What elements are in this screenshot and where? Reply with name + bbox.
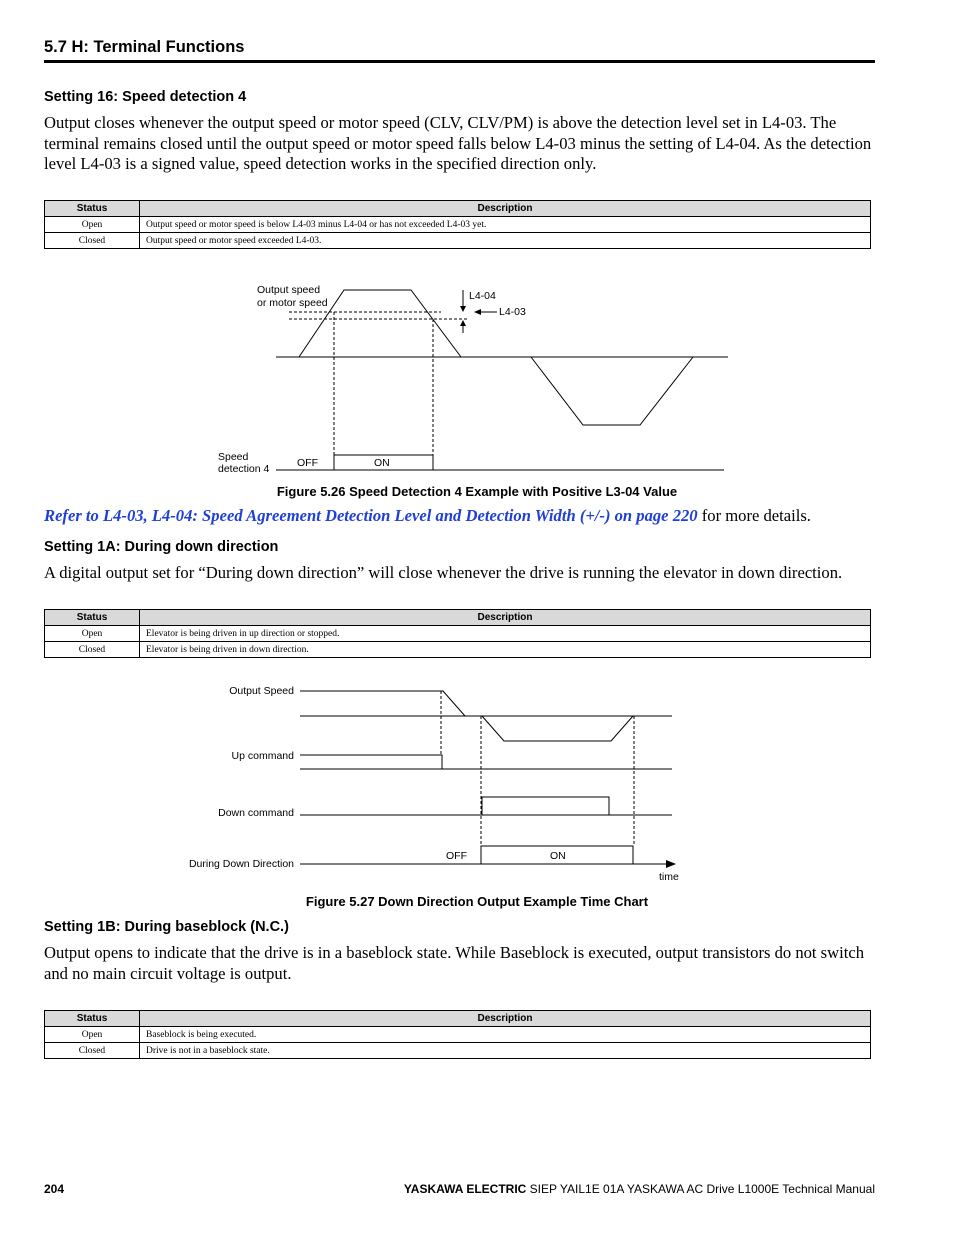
status-cell: Closed [45,233,140,249]
fig26-on-label: ON [374,457,390,469]
figure-5-27-caption: Figure 5.27 Down Direction Output Example Time Chart [305,894,649,909]
time-arrow-icon [666,860,676,868]
table-header-row [45,610,871,626]
table-row [45,626,871,642]
setting-1a-body: A digital output set for “During down direction” will close whenever the drive is running the elevator in down direction. [44,563,843,582]
status-cell: Open [45,626,140,642]
page-number: 204 [44,1182,65,1196]
table-header-row [45,1011,871,1027]
fig26-speed-label-line1: Output speed [257,284,321,296]
setting-1a-heading: Setting 1A: During down direction [44,539,279,555]
fig26-detection-label-line2: detection 4 [218,463,270,475]
status-cell: Closed [45,642,140,658]
table-row [45,1043,871,1059]
figure-5-26-caption: Figure 5.26 Speed Detection 4 Example with Positive L3-04 Value [276,484,678,499]
description-cell: Output speed or motor speed exceeded L4-03. [140,233,871,249]
fig27-off-label: OFF [446,850,467,862]
setting-1b-body: Output opens to indicate that the drive is in a baseblock state. While Baseblock is executed, output transistors do not switch and no main circuit voltage is output. [44,943,864,983]
fig26-speed-label-line2: or motor speed [257,297,328,309]
down-command-pulse [482,797,609,815]
up-command-pulse [300,755,442,769]
fig26-off-label: OFF [297,457,318,469]
table-row [45,1027,871,1043]
description-cell: Elevator is being driven in up direction or stopped. [140,626,871,642]
arrow-left-icon [474,309,481,315]
fig26-detection-label-line1: Speed [218,451,249,463]
setting-1b-table [44,1010,871,1059]
section-title: 5.7 H: Terminal Functions [44,38,245,56]
status-cell: Closed [45,1043,140,1059]
figure-5-27-diagram [0,660,954,890]
fig27-on-label: ON [550,850,566,862]
output-speed-down-trace [482,716,633,741]
fig27-during-down-label: During Down Direction [188,858,294,870]
footer-manual-title [404,1182,875,1196]
footer-manual: SIEP YAIL1E 01A YASKAWA AC Drive L1000E Technical Manual [526,1182,875,1196]
arrow-up-icon [460,320,466,326]
col-description-header: Description [140,610,871,626]
col-description-header: Description [140,1011,871,1027]
fig26-l4-03-label: L4-03 [499,306,526,318]
setting-16-heading: Setting 16: Speed detection 4 [44,89,247,105]
fig27-up-command-label: Up command [231,750,294,762]
description-cell: Drive is not in a baseblock state. [140,1043,871,1059]
speed-waveform-negative [531,357,693,425]
status-cell: Open [45,1027,140,1043]
setting-16-body: Output closes whenever the output speed or motor speed (CLV, CLV/PM) is above the detection level set in L4-03. The terminal remains closed until the output speed or motor speed falls below L4-03 minus the setting of L4-04. As the detection level L4-03 is a signed value, speed detection works in the specified direction only. [44,113,872,173]
fig27-output-speed-label: Output Speed [229,685,294,697]
figure-5-26-diagram [0,0,954,500]
table-row [45,642,871,658]
cross-reference-rest: for more details. [697,506,811,525]
description-cell: Output speed or motor speed is below L4-03 minus L4-04 or has not exceeded L4-03 yet. [140,217,871,233]
col-status-header: Status [45,610,140,626]
col-description-header: Description [140,201,871,217]
cross-reference-link[interactable]: Refer to L4-03, L4-04: Speed Agreement Detection Level and Detection Width (+/-) on page 220 [44,506,698,525]
output-speed-up-trace [300,691,465,716]
description-cell: Baseblock is being executed. [140,1027,871,1043]
setting-1b-heading: Setting 1B: During baseblock (N.C.) [44,919,289,935]
cross-reference [44,506,884,527]
col-status-header: Status [45,1011,140,1027]
footer-brand: YASKAWA ELECTRIC [403,1182,527,1196]
arrow-down-icon [460,306,466,312]
fig27-down-command-label: Down command [218,807,294,819]
col-status-header: Status [45,201,140,217]
fig27-time-label: time [659,871,679,883]
status-cell: Open [45,217,140,233]
fig26-l4-04-label: L4-04 [469,290,496,302]
setting-1a-table [44,609,871,658]
description-cell: Elevator is being driven in down direction. [140,642,871,658]
